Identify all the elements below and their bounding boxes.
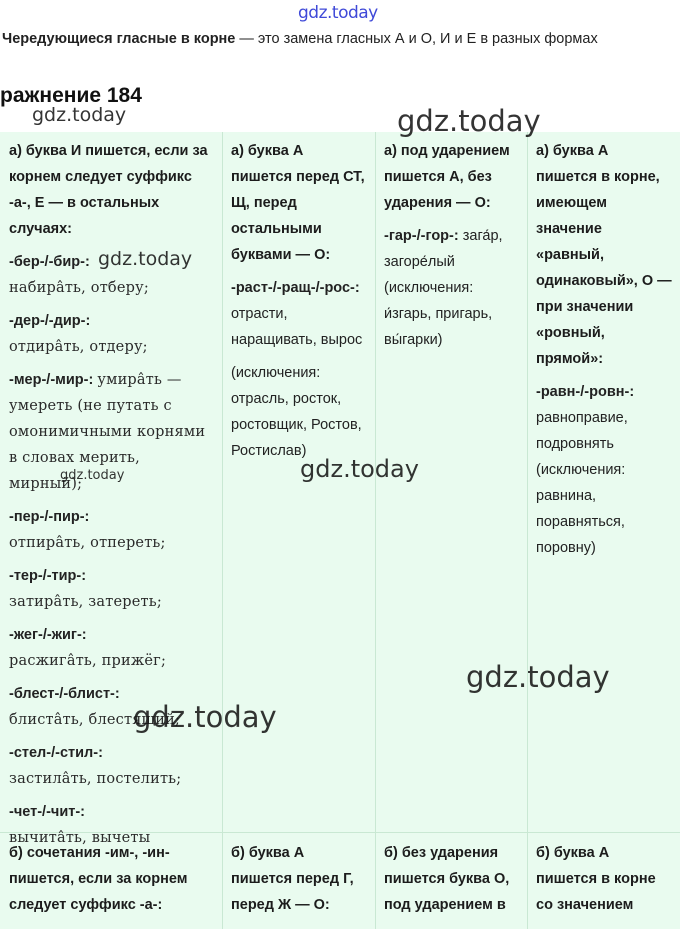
cell-heading: а) буква А пишется перед СТ, Щ, перед остальными буквами — О: [231, 143, 365, 263]
root-label: -блест-/-блист-: [9, 686, 120, 702]
watermark-top: gdz.today [298, 3, 378, 23]
list-item [9, 740, 214, 792]
list-item [9, 308, 214, 360]
example-words: отрасти, наращивать, вырос [231, 306, 363, 348]
example-words: равноправие, подровнять (исключения: равнина, поравняться, поровну) [536, 410, 628, 556]
exercise-title: ражнение 184 [0, 84, 142, 107]
root-label: -мер-/-мир-: [9, 372, 94, 388]
root-label: -раст-/-ращ-/-рос-: [231, 280, 360, 296]
list-item [9, 563, 214, 615]
watermark: gdz.today [133, 700, 277, 734]
watermark: gdz.today [32, 104, 127, 126]
list-item [9, 367, 214, 497]
root-label: -пер-/-пир-: [9, 509, 90, 525]
table-cell-col4-row1 [527, 132, 680, 568]
cell-heading: а) буква И пишется, если за корнем следует суффикс -а-, Е — в остальных случаях: [9, 143, 208, 237]
cell-heading: б) без ударения пишется буква О, под ударением в [384, 845, 510, 913]
root-label: -тер-/-тир-: [9, 568, 87, 584]
rules-table [0, 132, 680, 929]
list-item [9, 681, 214, 733]
list-item [9, 249, 214, 301]
watermark: gdz.today [397, 104, 541, 138]
example-words: отпира̂ть, отпереть; [9, 535, 166, 551]
root-label: -чет-/-чит-: [9, 804, 85, 820]
root-label: -равн-/-ровн-: [536, 384, 635, 400]
root-label: -дер-/-дир-: [9, 313, 91, 329]
watermark: gdz.today [466, 660, 610, 694]
watermark: gdz.today [60, 468, 125, 483]
example-words: застила̂ть, постелить; [9, 771, 182, 787]
cell-heading: а) буква А пишется в корне, имеющем значение «равный, одинаковый», О — при значении «ровный, прямой»: [536, 143, 672, 367]
rule-description: — это замена гласных А и О, И и Е в разных формах [235, 31, 598, 47]
example-words: затира̂ть, затереть; [9, 594, 162, 610]
root-label: -гар-/-гор-: [384, 228, 459, 244]
list-item [9, 504, 214, 556]
rule-definition [2, 31, 678, 47]
cell-heading: б) буква А пишется перед Г, перед Ж — О: [231, 845, 354, 913]
example-words: вычита̂ть, вычеты [9, 830, 151, 846]
example-words: расжига̂ть, прижёг; [9, 653, 167, 669]
table-cell-col3-row2 [375, 834, 527, 918]
rule-term: Чередующиеся гласные в корне [2, 31, 236, 47]
cell-heading: б) сочетания -им-, -ин- пишется, если за корнем следует суффикс -а-: [9, 845, 188, 913]
example-words: блиста̂ть, блестящий; [9, 712, 181, 728]
list-item [536, 379, 672, 561]
table-cell-col1-row2 [0, 834, 222, 918]
list-item [9, 622, 214, 674]
root-label: -жег-/-жиг-: [9, 627, 87, 643]
exceptions-note: (исключения: отрасль, росток, ростовщик, Ростов, Ростислав) [231, 365, 362, 459]
example-words: умира̂ть — умереть (не путать с омонимичными корнями в словах мерить, мирный); [9, 372, 206, 492]
root-label: -бер-/-бир-: [9, 254, 90, 270]
table-cell-col4-row2 [527, 834, 680, 918]
table-cell-col2-row1 [222, 132, 375, 471]
cell-heading: а) под ударением пишется А, без ударения — О: [384, 143, 510, 211]
table-cell-col2-row2 [222, 834, 375, 918]
example-words: зага́р, загоре́лый (исключения: и́згарь, пригарь, вы́гарки) [384, 228, 503, 348]
list-item [231, 360, 367, 464]
example-words: отдира̂ть, отдеру; [9, 339, 148, 355]
example-words: набира̂ть, отберу; [9, 280, 149, 296]
table-cell-col3-row1 [375, 132, 527, 360]
watermark: gdz.today [300, 455, 419, 483]
list-item [231, 275, 367, 353]
list-item [384, 223, 519, 353]
root-label: -стел-/-стил-: [9, 745, 103, 761]
watermark: gdz.today [98, 248, 193, 270]
cell-heading: б) буква А пишется в корне со значением [536, 845, 656, 913]
table-cell-col1-row1 [0, 132, 222, 858]
